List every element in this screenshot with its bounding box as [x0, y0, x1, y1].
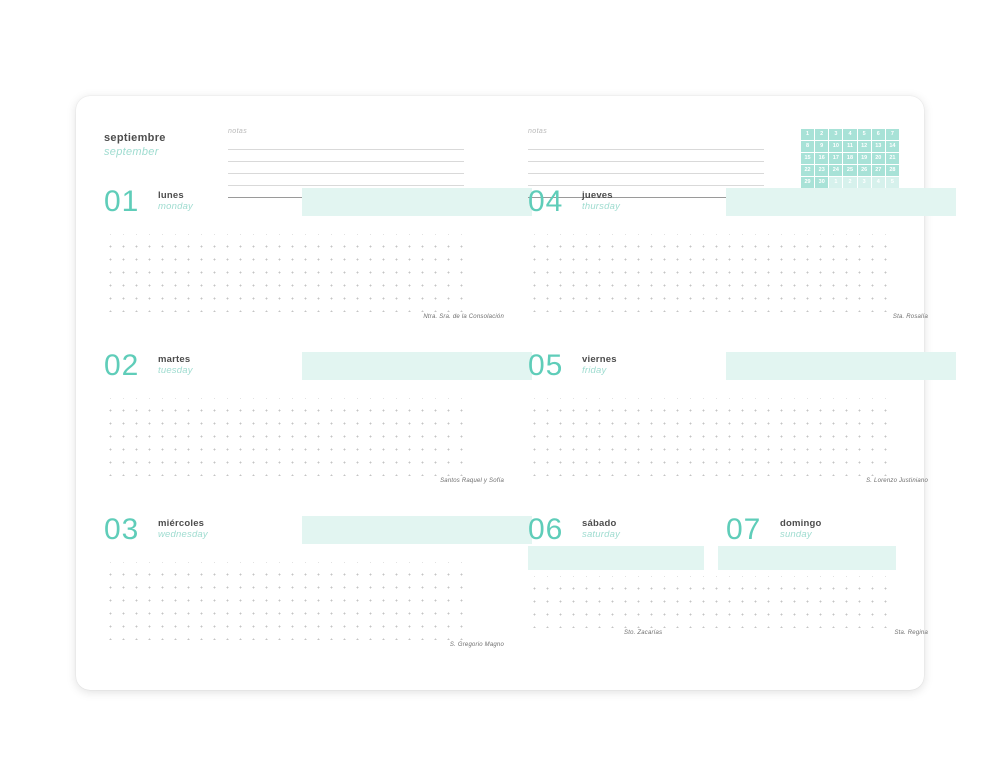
- day-name-en: saturday: [582, 529, 621, 540]
- mini-calendar-day[interactable]: 21: [885, 153, 899, 165]
- day-name-es: martes: [158, 354, 191, 365]
- day-header: [528, 349, 896, 390]
- planner-left-page: [76, 96, 504, 690]
- mini-calendar-day[interactable]: 10: [829, 141, 843, 153]
- dot-row[interactable]: [528, 463, 896, 476]
- mini-calendar-day[interactable]: 8: [801, 141, 815, 153]
- mini-calendar-day[interactable]: 2: [815, 129, 829, 141]
- planner-right-page: [500, 96, 928, 690]
- day-block-04[interactable]: [528, 185, 928, 320]
- saint-name: Ntra. Sra. de la Consolación: [423, 314, 504, 320]
- dot-row[interactable]: [528, 286, 896, 299]
- dot-row[interactable]: [104, 437, 472, 450]
- mini-calendar-day[interactable]: 15: [801, 153, 815, 165]
- mini-calendar-day[interactable]: 7: [885, 129, 899, 141]
- day-name-es: jueves: [582, 190, 613, 201]
- day-header-weekend: [528, 513, 896, 546]
- day-number: 07: [726, 513, 762, 546]
- dot-row[interactable]: [528, 437, 896, 450]
- mini-calendar-day[interactable]: 20: [871, 153, 885, 165]
- day-name-en: monday: [158, 201, 193, 212]
- mini-calendar-day[interactable]: 22: [801, 165, 815, 177]
- mini-calendar-day[interactable]: 3: [829, 129, 843, 141]
- dot-row[interactable]: [528, 411, 896, 424]
- day-name-es: sábado: [582, 518, 617, 529]
- dot-row[interactable]: [528, 424, 896, 437]
- saint-name: S. Lorenzo Justiniano: [866, 478, 928, 484]
- mini-calendar-day[interactable]: 3: [857, 177, 871, 189]
- dot-row[interactable]: [104, 463, 472, 476]
- notes-label: notas: [528, 128, 548, 135]
- day-highlight-box[interactable]: [726, 352, 956, 380]
- notes-line[interactable]: [528, 162, 764, 174]
- mini-calendar-day[interactable]: 19: [857, 153, 871, 165]
- day-names: [582, 354, 617, 377]
- day-block-weekend[interactable]: [528, 513, 928, 636]
- month-title-en: september: [104, 146, 159, 158]
- notes-line[interactable]: [228, 162, 464, 174]
- month-title-es: septiembre: [104, 132, 166, 144]
- dot-row[interactable]: [104, 450, 472, 463]
- notes-line[interactable]: [528, 138, 764, 150]
- day-highlight-box[interactable]: [302, 188, 532, 216]
- mini-calendar-day[interactable]: 1: [829, 177, 843, 189]
- day-block-02[interactable]: [104, 349, 504, 484]
- mini-calendar-day[interactable]: 17: [829, 153, 843, 165]
- day-number: 06: [528, 513, 564, 546]
- dot-row[interactable]: [104, 273, 472, 286]
- day-number: 02: [104, 349, 140, 382]
- dot-row[interactable]: [104, 411, 472, 424]
- dot-row[interactable]: [104, 601, 472, 614]
- mini-calendar-day[interactable]: 9: [815, 141, 829, 153]
- weekend-boxes: [528, 546, 896, 570]
- day-header: [104, 185, 472, 226]
- day-number: 01: [104, 185, 140, 218]
- saint-name: S. Gregorio Magno: [449, 642, 504, 648]
- notes-line[interactable]: [228, 138, 464, 150]
- dot-row[interactable]: [528, 398, 896, 411]
- mini-calendar-day[interactable]: 11: [843, 141, 857, 153]
- day-name-es: viernes: [582, 354, 617, 365]
- notes-line[interactable]: [528, 150, 764, 162]
- day-block-01[interactable]: [104, 185, 504, 320]
- day-names: [780, 518, 822, 541]
- notes-line[interactable]: [228, 150, 464, 162]
- day-dot-grid[interactable]: [528, 576, 896, 628]
- dot-row[interactable]: [528, 234, 896, 247]
- day-dot-grid[interactable]: [104, 234, 472, 312]
- dot-row[interactable]: [104, 260, 472, 273]
- month-title: [104, 132, 224, 159]
- mini-calendar-day[interactable]: 16: [815, 153, 829, 165]
- day-header: [528, 185, 896, 226]
- dot-row[interactable]: [104, 234, 472, 247]
- mini-calendar-day[interactable]: 23: [815, 165, 829, 177]
- mini-calendar-day[interactable]: 14: [885, 141, 899, 153]
- dot-row[interactable]: [104, 588, 472, 601]
- mini-calendar-week: [801, 129, 900, 141]
- notes-line[interactable]: [528, 174, 764, 186]
- dot-row[interactable]: [104, 286, 472, 299]
- day-block-05[interactable]: [528, 349, 928, 484]
- mini-calendar-day[interactable]: 5: [885, 177, 899, 189]
- mini-calendar-week: [801, 165, 900, 177]
- saint-name: Sto. Zacarías: [624, 630, 663, 636]
- day-dot-grid[interactable]: [104, 562, 472, 640]
- mini-calendar-day[interactable]: 2: [843, 177, 857, 189]
- mini-calendar-day[interactable]: 4: [843, 129, 857, 141]
- dot-row[interactable]: [104, 575, 472, 588]
- day-highlight-box[interactable]: [302, 352, 532, 380]
- mini-calendar-day[interactable]: 13: [871, 141, 885, 153]
- mini-calendar-day[interactable]: 28: [885, 165, 899, 177]
- mini-calendar-week: [801, 177, 900, 189]
- day-highlight-box-saturday[interactable]: [528, 546, 704, 570]
- day-dot-grid[interactable]: [528, 398, 896, 476]
- mini-calendar-body: [801, 129, 900, 189]
- day-name-es: miércoles: [158, 518, 205, 529]
- planner-spread: [76, 96, 928, 690]
- dot-row[interactable]: [104, 424, 472, 437]
- day-names: [158, 518, 208, 541]
- dot-row[interactable]: [104, 398, 472, 411]
- day-name-es: domingo: [780, 518, 822, 529]
- dot-row[interactable]: [104, 614, 472, 627]
- mini-calendar-day[interactable]: 1: [801, 129, 815, 141]
- mini-calendar[interactable]: [800, 128, 900, 189]
- day-highlight-box-sunday[interactable]: [718, 546, 896, 570]
- dot-row[interactable]: [104, 247, 472, 260]
- mini-calendar-day[interactable]: 4: [871, 177, 885, 189]
- notes-line[interactable]: [228, 174, 464, 186]
- day-number: 03: [104, 513, 140, 546]
- mini-calendar-day[interactable]: 26: [857, 165, 871, 177]
- dot-row[interactable]: [528, 589, 896, 602]
- mini-calendar-day[interactable]: 30: [815, 177, 829, 189]
- mini-calendar-day[interactable]: 29: [801, 177, 815, 189]
- dot-row[interactable]: [528, 247, 896, 260]
- day-name-en: thursday: [582, 201, 621, 212]
- day-header: [104, 513, 472, 554]
- mini-calendar-day[interactable]: 5: [857, 129, 871, 141]
- dot-row[interactable]: [528, 273, 896, 286]
- dot-row[interactable]: [528, 602, 896, 615]
- mini-calendar-day[interactable]: 24: [829, 165, 843, 177]
- day-name-en: wednesday: [158, 529, 208, 540]
- mini-calendar-day[interactable]: 25: [843, 165, 857, 177]
- day-dot-grid[interactable]: [104, 398, 472, 476]
- day-header: [104, 349, 472, 390]
- day-highlight-box[interactable]: [302, 516, 532, 544]
- day-name-es: lunes: [158, 190, 184, 201]
- dot-row[interactable]: [104, 299, 472, 312]
- day-names: [158, 354, 193, 377]
- dot-row[interactable]: [104, 562, 472, 575]
- notes-label: notas: [228, 128, 248, 135]
- mini-calendar-week: [801, 141, 900, 153]
- saint-name: Santos Raquel y Sofía: [440, 478, 504, 484]
- mini-calendar-day[interactable]: 18: [843, 153, 857, 165]
- mini-calendar-day[interactable]: 27: [871, 165, 885, 177]
- day-names: [582, 190, 620, 213]
- day-number: 05: [528, 349, 564, 382]
- day-names: [158, 190, 193, 213]
- day-number: 04: [528, 185, 564, 218]
- day-names: [582, 518, 620, 541]
- day-name-en: friday: [582, 365, 607, 376]
- day-highlight-box[interactable]: [726, 188, 956, 216]
- mini-calendar-day[interactable]: 6: [871, 129, 885, 141]
- saint-name: Sta. Regina: [894, 630, 928, 636]
- dot-row[interactable]: [528, 576, 896, 589]
- mini-calendar-week: [801, 153, 900, 165]
- dot-row[interactable]: [528, 260, 896, 273]
- dot-row[interactable]: [528, 299, 896, 312]
- dot-row[interactable]: [528, 450, 896, 463]
- day-dot-grid[interactable]: [528, 234, 896, 312]
- dot-row[interactable]: [104, 627, 472, 640]
- day-block-03[interactable]: [104, 513, 504, 648]
- day-name-en: sunday: [780, 529, 812, 540]
- saint-name: Sta. Rosalía: [892, 314, 928, 320]
- dot-row[interactable]: [528, 615, 896, 628]
- mini-calendar-day[interactable]: 12: [857, 141, 871, 153]
- day-name-en: tuesday: [158, 365, 193, 376]
